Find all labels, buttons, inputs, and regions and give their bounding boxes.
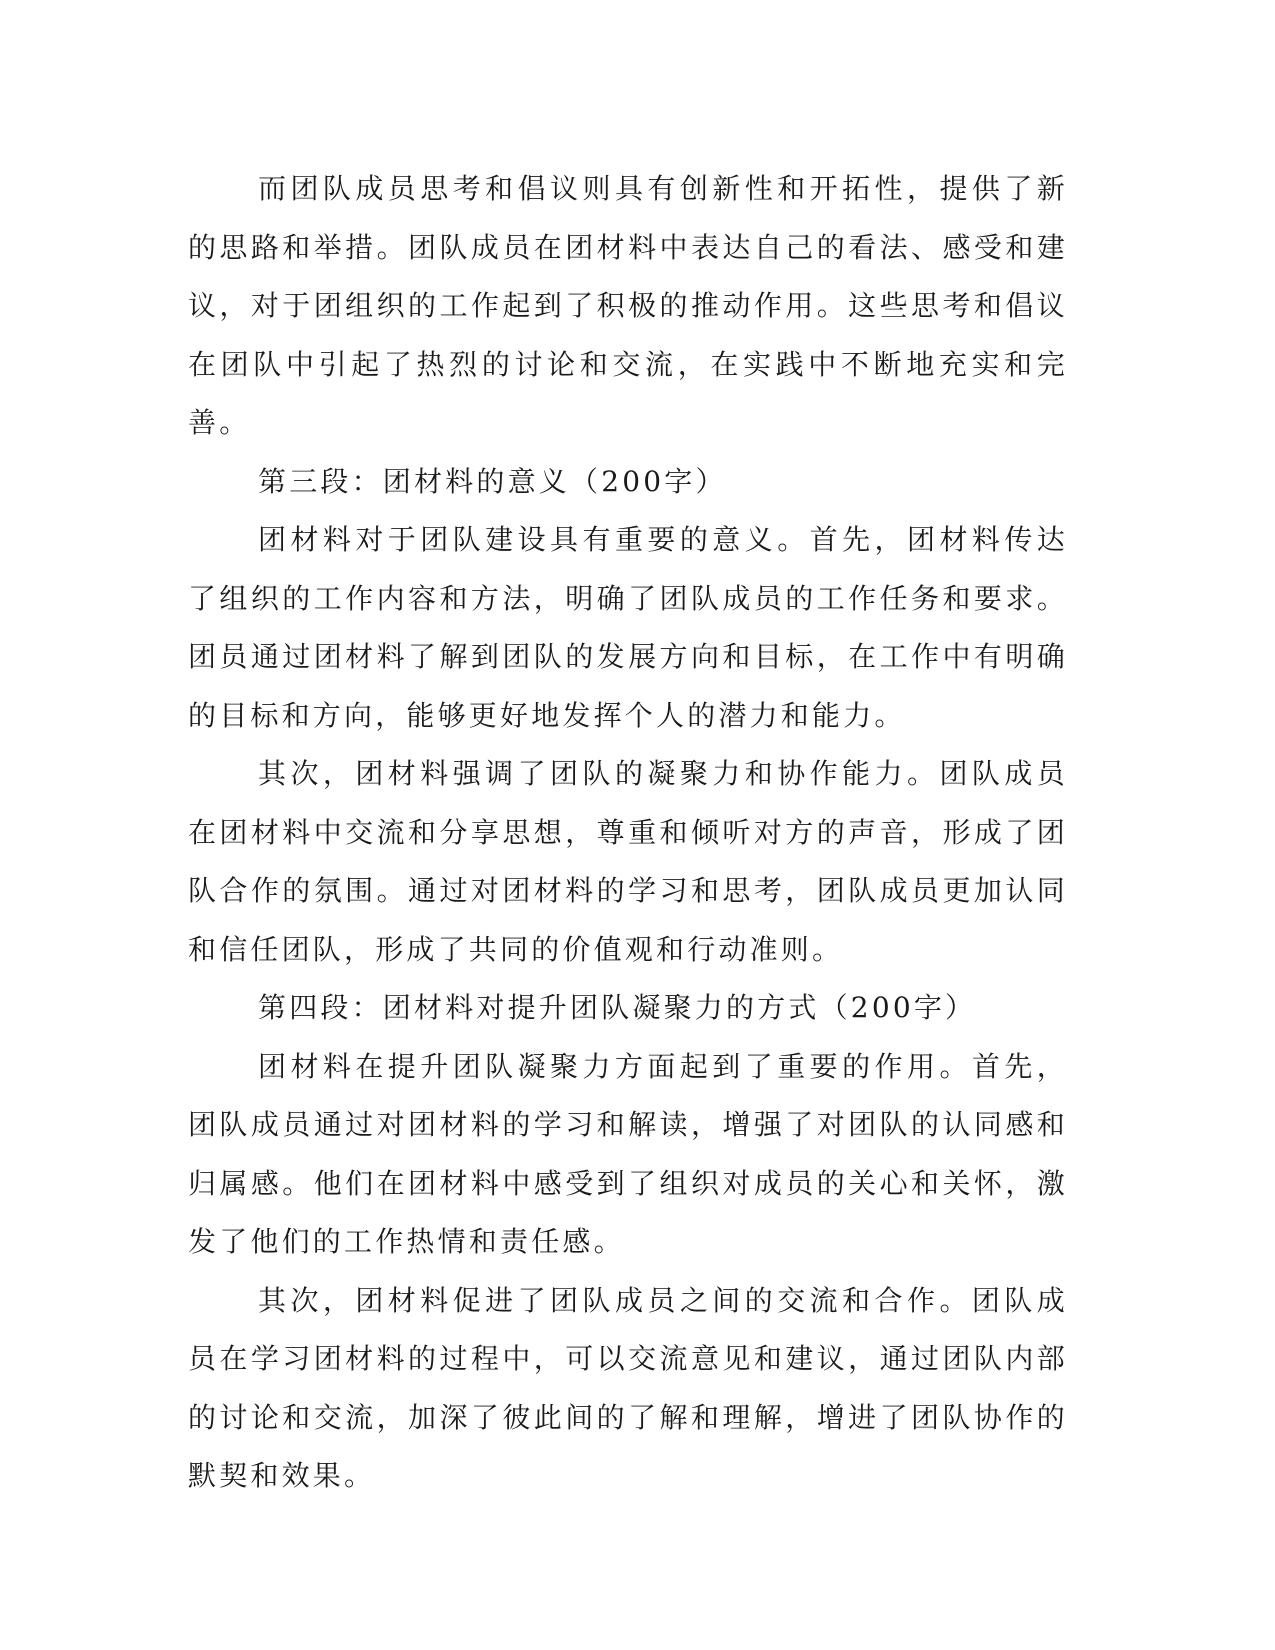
paragraph-significance: 团材料对于团队建设具有重要的意义。首先，团材料传达了组织的工作内容和方法，明确了团队成员的工作任务和要求。团员通过团材料了解到团队的发展方向和目标，在工作中有明确的目标和方向，能够更好地发挥个人的潜力和能力。 — [188, 523, 1068, 732]
paragraph-cohesion: 其次，团材料强调了团队的凝聚力和协作能力。团队成员在团材料中交流和分享思想，尊重和倾听对方的声音，形成了团队合作的氛围。通过对团材料的学习和思考，团队成员更加认同和信任团队，形成了共同的价值观和行动准则。 — [188, 757, 1068, 966]
document-body — [188, 160, 1068, 1506]
paragraph-communication: 其次，团材料促进了团队成员之间的交流和合作。团队成员在学习团材料的过程中，可以交流意见和建议，通过团队内部的讨论和交流，加深了彼此间的了解和理解，增进了团队协作的默契和效果。 — [188, 1283, 1068, 1492]
paragraph-identity: 团材料在提升团队凝聚力方面起到了重要的作用。首先，团队成员通过对团材料的学习和解读，增强了对团队的认同感和归属感。他们在团材料中感受到了组织对成员的关心和关怀，激发了他们的工作热情和责任感。 — [188, 1049, 1068, 1258]
section-heading-3: 第三段：团材料的意义（200字） — [258, 464, 727, 498]
section-heading-4: 第四段：团材料对提升团队凝聚力的方式（200字） — [258, 991, 977, 1024]
paragraph-team-proposals: 而团队成员思考和倡议则具有创新性和开拓性，提供了新的思路和举措。团队成员在团材料中表达自己的看法、感受和建议，对于团组织的工作起到了积极的推动作用。这些思考和倡议在团队中引起了热烈的讨论和交流，在实践中不断地充实和完善。 — [188, 172, 1068, 439]
